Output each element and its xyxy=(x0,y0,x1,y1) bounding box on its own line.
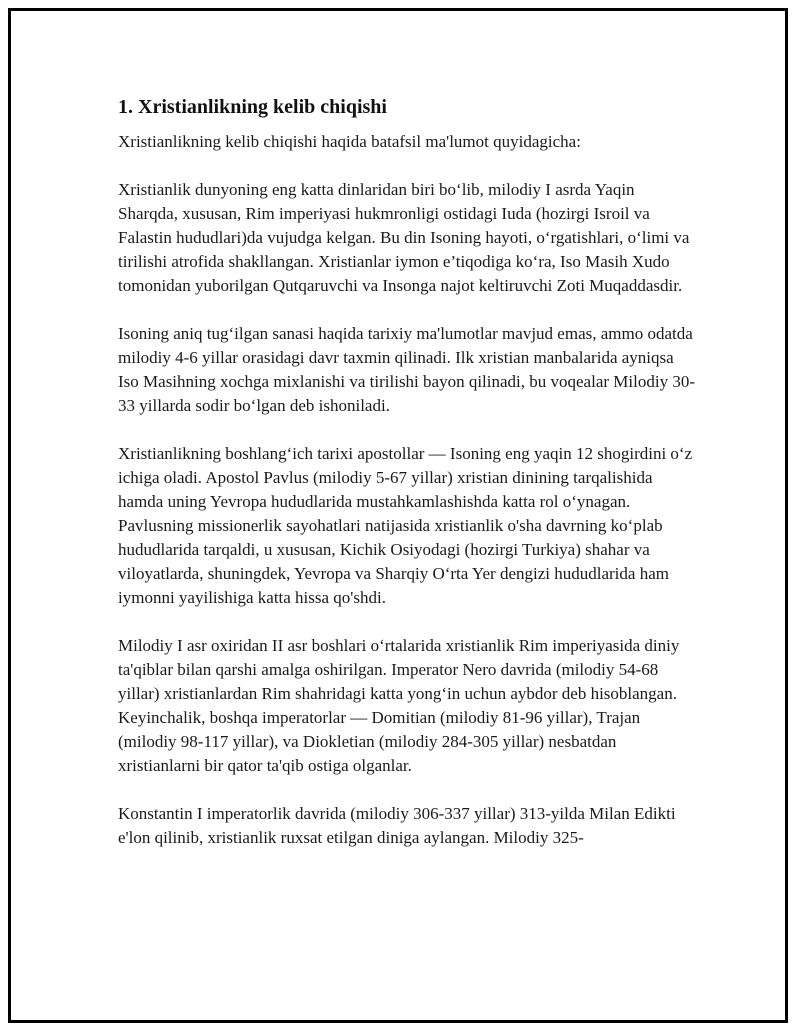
section-heading: 1. Xristianlikning kelib chiqishi xyxy=(118,96,387,118)
paragraph-birth-date: Isoning aniq tug‘ilgan sanasi haqida tarixiy ma'lumotlar mavjud emas, ammo odatda milodiy 4-6 yillar orasidagi davr taxmin qilinadi. Ilk xristian manbalarida ayniqsa Iso Masihning xochga mixlanishi va tirilishi bayon qilinadi, bu voqealar Milodiy 30-33 yillarda sodir bo‘lgan deb ishoniladi. xyxy=(118,324,695,415)
paragraph-apostles: Xristianlikning boshlang‘ich tarixi apostollar — Isoning eng yaqin 12 shogirdini o‘z ichiga oladi. Apostol Pavlus (milodiy 5-67 yillar) xristian dinining tarqalishida hamda uning Yevropa hududlarida mustahkamlashishda katta rol o‘ynagan. Pavlusning missionerlik sayohatlari natijasida xristianlik o'sha davrning ko‘plab hududlarida tarqaldi, u xususan, Kichik Osiyodagi (hozirgi Turkiya) shahar va viloyatlarda, shuningdek, Yevropa va Sharqiy O‘rta Yer dengizi hududlarida ham iymonni yayilishiga katta hissa qo'shdi. xyxy=(118,444,693,607)
intro-paragraph: Xristianlikning kelib chiqishi haqida batafsil ma'lumot quyidagicha: xyxy=(118,132,581,151)
document-body xyxy=(118,94,698,874)
paragraph-origins: Xristianlik dunyoning eng katta dinlaridan biri bo‘lib, milodiy I asrda Yaqin Sharqda, xususan, Rim imperiyasi hukmronligi ostidagi Iuda (hozirgi Isroil va Falastin hududlari)da vujudga kelgan. Bu din Isoning hayoti, o‘rgatishlari, o‘limi va tirilishi atrofida shakllangan. Xristianlar iymon e’tiqodiga ko‘ra, Iso Masih Xudo tomonidan yuborilgan Qutqaruvchi va Insonga najot keltiruvchi Zoti Muqaddasdir. xyxy=(118,180,690,295)
paragraph-persecutions: Milodiy I asr oxiridan II asr boshlari o‘rtalarida xristianlik Rim imperiyasida diniy ta'qiblar bilan qarshi amalga oshirilgan. Imperator Nero davrida (milodiy 54-68 yillar) xristianlardan Rim shahridagi katta yong‘in uchun aybdor deb hisoblangan. Keyinchalik, boshqa imperatorlar — Domitian (milodiy 81-96 yillar), Trajan (milodiy 98-117 yillar), va Diokletian (milodiy 284-305 yillar) nesbatdan xristianlarni bir qator ta'qib ostiga olganlar. xyxy=(118,636,680,775)
paragraph-constantine: Konstantin I imperatorlik davrida (milodiy 306-337 yillar) 313-yilda Milan Edikti e'lon qilinib, xristianlik ruxsat etilgan diniga aylangan. Milodiy 325- xyxy=(118,804,676,847)
